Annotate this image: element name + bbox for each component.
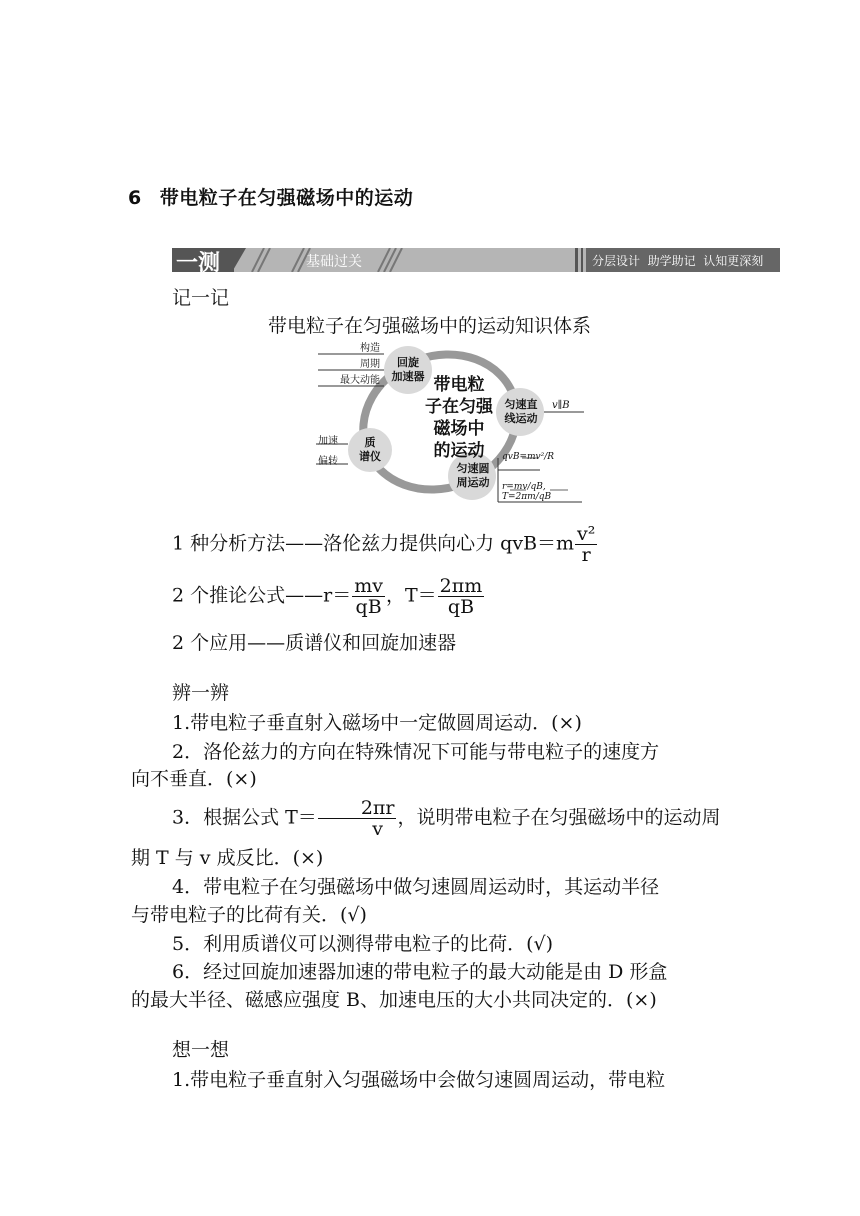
center-line-1: 带电粒: [433, 375, 485, 395]
page-title: [128, 183, 413, 210]
banner-tag: 一测: [176, 251, 221, 276]
diagram-title: 带电粒子在匀强磁场中的运动知识体系: [268, 315, 592, 337]
formula-line-2-text: 2 个推论公式——r＝: [172, 584, 352, 607]
frac-2-num: mv: [354, 575, 383, 597]
item-5: 5．利用质谱仪可以测得带电粒子的比荷．(√): [172, 933, 554, 955]
formula-line-2: [172, 576, 485, 617]
circular-line-1: 匀速圆: [456, 462, 490, 475]
banner-subtitle: 基础过关: [306, 254, 362, 270]
item-6a: 6．经过回旋加速器加速的带电粒子的最大动能是由 D 形盒: [172, 961, 668, 983]
banner-right: 分层设计 助学助记 认知更深刻: [592, 254, 764, 268]
item-2b: 向不垂直．(×): [131, 768, 257, 790]
frac-4-den: v: [372, 818, 384, 840]
heading-think: 想一想: [172, 1039, 230, 1061]
circular-formula-1: qvB=mv²/R: [502, 452, 555, 462]
frac-2-den: qB: [355, 596, 382, 618]
item-3b: 期 T 与 v 成反比．(×): [131, 847, 324, 869]
item-3-post: ，说明带电粒子在匀强磁场中的运动周: [397, 806, 721, 829]
center-line-4: 的运动: [433, 441, 485, 461]
item-2a: 2．洛伦兹力的方向在特殊情况下可能与带电粒子的速度方: [172, 741, 660, 763]
item-3a: [131, 798, 731, 839]
linear-line-2: 线运动: [504, 412, 538, 425]
cyclotron-item-2: 周期: [360, 359, 380, 370]
cyclotron-item-3: 最大动能: [340, 375, 380, 386]
spectrometer-item-2: 偏转: [318, 456, 338, 467]
item-1: 1.带电粒子垂直射入磁场中一定做圆周运动．(×): [172, 712, 582, 734]
heading-remember: 记一记: [172, 287, 230, 309]
frac-1-num: v²: [577, 523, 596, 545]
linear-line-1: 匀速直: [504, 398, 538, 411]
formula-line-2-mid: ，T＝: [385, 584, 437, 607]
section-number: 6: [128, 187, 142, 209]
frac-3-den: qB: [447, 596, 475, 618]
center-line-3: 磁场中: [433, 419, 485, 439]
formula-line-1-text: 1 种分析方法——洛伦兹力提供向心力 qvB＝m: [172, 532, 575, 555]
circular-line-2: 周运动: [456, 476, 490, 489]
item-4b: 与带电粒子的比荷有关．(√): [131, 904, 367, 926]
title-text: 带电粒子在匀强磁场中的运动: [159, 187, 414, 209]
frac-3-num: 2πm: [439, 575, 483, 597]
spectrometer-line-1: 质: [364, 436, 376, 449]
item-4a: 4．带电粒子在匀强磁场中做匀速圆周运动时，其运动半径: [172, 876, 660, 898]
center-line-2: 子在匀强: [425, 397, 493, 417]
item-3-pre: 3．根据公式 T＝: [172, 806, 317, 829]
frac-1-den: r: [581, 544, 591, 566]
heading-distinguish: 辨一辨: [172, 682, 230, 704]
formula-line-3: 2 个应用——质谱仪和回旋加速器: [172, 632, 457, 654]
spectrometer-line-2: 谱仪: [359, 450, 381, 463]
cyclotron-line-1: 回旋: [397, 356, 419, 369]
knowledge-diagram: [312, 340, 592, 510]
spectrometer-item-1: 加速: [318, 436, 338, 447]
item-6b: 的最大半径、磁感应强度 B、加速电压的大小共同决定的．(×): [131, 989, 657, 1011]
think-item-1: 1.带电粒子垂直射入匀强磁场中会做匀速圆周运动，带电粒: [172, 1069, 666, 1091]
section-banner: [172, 248, 780, 276]
linear-note: v∥B: [552, 400, 570, 411]
formula-line-1: [172, 524, 598, 565]
frac-4-num: 2πr: [318, 798, 397, 819]
cyclotron-item-1: 构造: [360, 343, 380, 354]
cyclotron-line-2: 加速器: [391, 370, 425, 383]
circular-formula-2: r=mv/qB, T=2πm/qB: [502, 482, 552, 502]
